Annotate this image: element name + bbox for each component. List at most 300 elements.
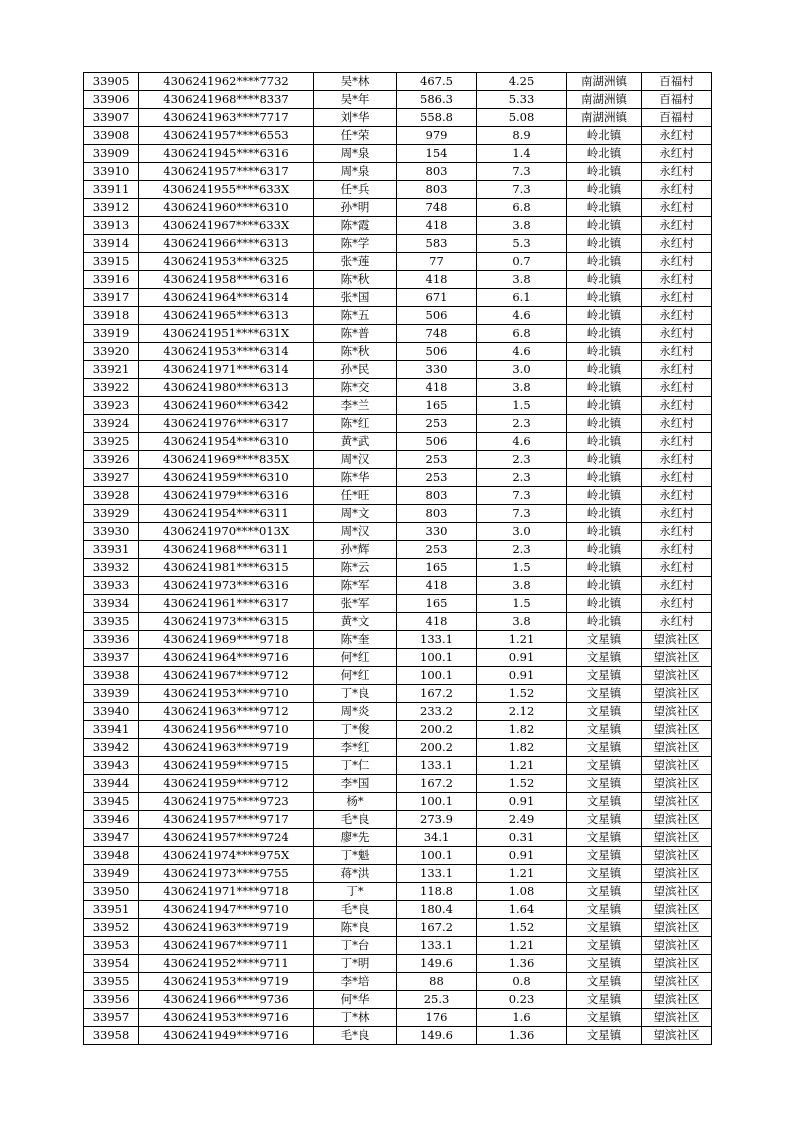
town-cell: 岭北镇 [567, 127, 642, 145]
amount-value-cell: 8.9 [477, 127, 567, 145]
area-value-cell: 88 [397, 973, 477, 991]
row-number-cell: 33907 [84, 109, 139, 127]
village-cell: 望滨社区 [642, 793, 712, 811]
amount-value-cell: 1.64 [477, 901, 567, 919]
id-number-cell: 4306241970****013X [139, 523, 314, 541]
village-cell: 望滨社区 [642, 829, 712, 847]
person-name-cell: 陈*霞 [314, 217, 397, 235]
row-number-cell: 33912 [84, 199, 139, 217]
person-name-cell: 李*培 [314, 973, 397, 991]
village-cell: 望滨社区 [642, 847, 712, 865]
id-number-cell: 4306241969****835X [139, 451, 314, 469]
row-number-cell: 33908 [84, 127, 139, 145]
row-number-cell: 33950 [84, 883, 139, 901]
table-row [84, 685, 712, 703]
table-row [84, 883, 712, 901]
village-cell: 永红村 [642, 613, 712, 631]
person-name-cell: 丁*台 [314, 937, 397, 955]
row-number-cell: 33937 [84, 649, 139, 667]
town-cell: 岭北镇 [567, 415, 642, 433]
person-name-cell: 陈*秋 [314, 343, 397, 361]
table-row [84, 235, 712, 253]
amount-value-cell: 1.5 [477, 397, 567, 415]
village-cell: 望滨社区 [642, 775, 712, 793]
amount-value-cell: 7.3 [477, 163, 567, 181]
row-number-cell: 33915 [84, 253, 139, 271]
town-cell: 岭北镇 [567, 397, 642, 415]
person-name-cell: 周*泉 [314, 163, 397, 181]
row-number-cell: 33942 [84, 739, 139, 757]
row-number-cell: 33917 [84, 289, 139, 307]
village-cell: 永红村 [642, 595, 712, 613]
area-value-cell: 167.2 [397, 775, 477, 793]
id-number-cell: 4306241963****9712 [139, 703, 314, 721]
village-cell: 永红村 [642, 127, 712, 145]
area-value-cell: 149.6 [397, 955, 477, 973]
town-cell: 文星镇 [567, 991, 642, 1009]
amount-value-cell: 2.49 [477, 811, 567, 829]
area-value-cell: 506 [397, 433, 477, 451]
id-number-cell: 4306241956****9710 [139, 721, 314, 739]
id-number-cell: 4306241957****9717 [139, 811, 314, 829]
table-row [84, 73, 712, 91]
village-cell: 永红村 [642, 541, 712, 559]
row-number-cell: 33935 [84, 613, 139, 631]
village-cell: 望滨社区 [642, 1009, 712, 1027]
person-name-cell: 陈*华 [314, 469, 397, 487]
id-number-cell: 4306241971****9718 [139, 883, 314, 901]
amount-value-cell: 1.52 [477, 919, 567, 937]
table-row [84, 379, 712, 397]
town-cell: 岭北镇 [567, 595, 642, 613]
amount-value-cell: 4.6 [477, 433, 567, 451]
id-number-cell: 4306241953****9716 [139, 1009, 314, 1027]
amount-value-cell: 0.91 [477, 649, 567, 667]
table-row [84, 145, 712, 163]
town-cell: 岭北镇 [567, 577, 642, 595]
row-number-cell: 33923 [84, 397, 139, 415]
person-name-cell: 陈*奎 [314, 631, 397, 649]
table-row [84, 595, 712, 613]
amount-value-cell: 3.8 [477, 217, 567, 235]
row-number-cell: 33938 [84, 667, 139, 685]
town-cell: 岭北镇 [567, 433, 642, 451]
village-cell: 永红村 [642, 289, 712, 307]
row-number-cell: 33941 [84, 721, 139, 739]
id-number-cell: 4306241963****9719 [139, 919, 314, 937]
row-number-cell: 33916 [84, 271, 139, 289]
id-number-cell: 4306241954****6311 [139, 505, 314, 523]
amount-value-cell: 1.36 [477, 955, 567, 973]
town-cell: 文星镇 [567, 793, 642, 811]
town-cell: 岭北镇 [567, 469, 642, 487]
area-value-cell: 583 [397, 235, 477, 253]
area-value-cell: 77 [397, 253, 477, 271]
table-row [84, 253, 712, 271]
village-cell: 永红村 [642, 379, 712, 397]
amount-value-cell: 1.21 [477, 757, 567, 775]
person-name-cell: 陈*红 [314, 415, 397, 433]
row-number-cell: 33928 [84, 487, 139, 505]
amount-value-cell: 0.7 [477, 253, 567, 271]
person-name-cell: 周*文 [314, 505, 397, 523]
id-number-cell: 4306241957****9724 [139, 829, 314, 847]
area-value-cell: 273.9 [397, 811, 477, 829]
amount-value-cell: 3.0 [477, 523, 567, 541]
row-number-cell: 33943 [84, 757, 139, 775]
table-row [84, 991, 712, 1009]
village-cell: 永红村 [642, 253, 712, 271]
town-cell: 岭北镇 [567, 253, 642, 271]
row-number-cell: 33921 [84, 361, 139, 379]
row-number-cell: 33953 [84, 937, 139, 955]
person-name-cell: 丁* [314, 883, 397, 901]
id-number-cell: 4306241953****9719 [139, 973, 314, 991]
person-name-cell: 陈*良 [314, 919, 397, 937]
id-number-cell: 4306241952****9711 [139, 955, 314, 973]
area-value-cell: 165 [397, 397, 477, 415]
village-cell: 百福村 [642, 73, 712, 91]
area-value-cell: 253 [397, 451, 477, 469]
data-table [83, 72, 712, 1045]
village-cell: 永红村 [642, 217, 712, 235]
person-name-cell: 丁*俊 [314, 721, 397, 739]
area-value-cell: 748 [397, 325, 477, 343]
village-cell: 望滨社区 [642, 739, 712, 757]
person-name-cell: 任*旺 [314, 487, 397, 505]
area-value-cell: 253 [397, 469, 477, 487]
id-number-cell: 4306241968****8337 [139, 91, 314, 109]
row-number-cell: 33958 [84, 1027, 139, 1045]
table-row [84, 451, 712, 469]
area-value-cell: 167.2 [397, 685, 477, 703]
person-name-cell: 任*荣 [314, 127, 397, 145]
town-cell: 岭北镇 [567, 145, 642, 163]
id-number-cell: 4306241953****6314 [139, 343, 314, 361]
table-row [84, 775, 712, 793]
town-cell: 岭北镇 [567, 325, 642, 343]
amount-value-cell: 6.8 [477, 325, 567, 343]
table-row [84, 541, 712, 559]
area-value-cell: 100.1 [397, 667, 477, 685]
person-name-cell: 孙*辉 [314, 541, 397, 559]
village-cell: 永红村 [642, 271, 712, 289]
village-cell: 永红村 [642, 505, 712, 523]
amount-value-cell: 1.82 [477, 739, 567, 757]
id-number-cell: 4306241955****633X [139, 181, 314, 199]
area-value-cell: 25.3 [397, 991, 477, 1009]
row-number-cell: 33934 [84, 595, 139, 613]
table-row [84, 739, 712, 757]
amount-value-cell: 2.3 [477, 415, 567, 433]
amount-value-cell: 0.31 [477, 829, 567, 847]
person-name-cell: 黄*武 [314, 433, 397, 451]
town-cell: 岭北镇 [567, 361, 642, 379]
area-value-cell: 200.2 [397, 739, 477, 757]
person-name-cell: 周*泉 [314, 145, 397, 163]
town-cell: 文星镇 [567, 739, 642, 757]
data-sheet [83, 72, 711, 1045]
area-value-cell: 233.2 [397, 703, 477, 721]
row-number-cell: 33931 [84, 541, 139, 559]
person-name-cell: 陈*学 [314, 235, 397, 253]
table-row [84, 613, 712, 631]
amount-value-cell: 7.3 [477, 505, 567, 523]
village-cell: 永红村 [642, 235, 712, 253]
town-cell: 岭北镇 [567, 613, 642, 631]
row-number-cell: 33925 [84, 433, 139, 451]
amount-value-cell: 0.91 [477, 847, 567, 865]
id-number-cell: 4306241981****6315 [139, 559, 314, 577]
table-row [84, 325, 712, 343]
person-name-cell: 蒋*洪 [314, 865, 397, 883]
amount-value-cell: 1.4 [477, 145, 567, 163]
id-number-cell: 4306241973****9755 [139, 865, 314, 883]
town-cell: 文星镇 [567, 901, 642, 919]
person-name-cell: 张*军 [314, 595, 397, 613]
village-cell: 永红村 [642, 199, 712, 217]
person-name-cell: 丁*明 [314, 955, 397, 973]
village-cell: 永红村 [642, 343, 712, 361]
table-row [84, 955, 712, 973]
person-name-cell: 李*兰 [314, 397, 397, 415]
town-cell: 岭北镇 [567, 523, 642, 541]
table-row [84, 901, 712, 919]
id-number-cell: 4306241967****9712 [139, 667, 314, 685]
town-cell: 岭北镇 [567, 379, 642, 397]
table-row [84, 217, 712, 235]
village-cell: 望滨社区 [642, 703, 712, 721]
town-cell: 文星镇 [567, 649, 642, 667]
town-cell: 文星镇 [567, 1027, 642, 1045]
village-cell: 永红村 [642, 397, 712, 415]
table-row [84, 865, 712, 883]
person-name-cell: 张*国 [314, 289, 397, 307]
village-cell: 望滨社区 [642, 955, 712, 973]
area-value-cell: 133.1 [397, 937, 477, 955]
area-value-cell: 418 [397, 613, 477, 631]
town-cell: 岭北镇 [567, 505, 642, 523]
row-number-cell: 33919 [84, 325, 139, 343]
person-name-cell: 孙*明 [314, 199, 397, 217]
person-name-cell: 陈*交 [314, 379, 397, 397]
id-number-cell: 4306241951****631X [139, 325, 314, 343]
amount-value-cell: 1.82 [477, 721, 567, 739]
village-cell: 永红村 [642, 577, 712, 595]
amount-value-cell: 2.3 [477, 469, 567, 487]
person-name-cell: 何*红 [314, 667, 397, 685]
town-cell: 南湖洲镇 [567, 109, 642, 127]
village-cell: 望滨社区 [642, 937, 712, 955]
area-value-cell: 149.6 [397, 1027, 477, 1045]
amount-value-cell: 2.12 [477, 703, 567, 721]
village-cell: 望滨社区 [642, 649, 712, 667]
amount-value-cell: 6.8 [477, 199, 567, 217]
amount-value-cell: 7.3 [477, 181, 567, 199]
table-row [84, 163, 712, 181]
row-number-cell: 33957 [84, 1009, 139, 1027]
id-number-cell: 4306241958****6316 [139, 271, 314, 289]
area-value-cell: 748 [397, 199, 477, 217]
town-cell: 文星镇 [567, 775, 642, 793]
area-value-cell: 200.2 [397, 721, 477, 739]
person-name-cell: 丁*魁 [314, 847, 397, 865]
town-cell: 岭北镇 [567, 235, 642, 253]
row-number-cell: 33939 [84, 685, 139, 703]
amount-value-cell: 0.8 [477, 973, 567, 991]
area-value-cell: 467.5 [397, 73, 477, 91]
id-number-cell: 4306241957****6553 [139, 127, 314, 145]
row-number-cell: 33944 [84, 775, 139, 793]
village-cell: 永红村 [642, 559, 712, 577]
row-number-cell: 33936 [84, 631, 139, 649]
table-row [84, 109, 712, 127]
row-number-cell: 33905 [84, 73, 139, 91]
village-cell: 永红村 [642, 361, 712, 379]
row-number-cell: 33946 [84, 811, 139, 829]
town-cell: 文星镇 [567, 811, 642, 829]
row-number-cell: 33951 [84, 901, 139, 919]
id-number-cell: 4306241964****9716 [139, 649, 314, 667]
table-row [84, 811, 712, 829]
area-value-cell: 165 [397, 595, 477, 613]
table-row [84, 523, 712, 541]
row-number-cell: 33956 [84, 991, 139, 1009]
row-number-cell: 33948 [84, 847, 139, 865]
amount-value-cell: 1.52 [477, 685, 567, 703]
row-number-cell: 33945 [84, 793, 139, 811]
area-value-cell: 330 [397, 523, 477, 541]
id-number-cell: 4306241964****6314 [139, 289, 314, 307]
village-cell: 望滨社区 [642, 865, 712, 883]
person-name-cell: 杨* [314, 793, 397, 811]
village-cell: 望滨社区 [642, 721, 712, 739]
id-number-cell: 4306241974****975X [139, 847, 314, 865]
table-row [84, 361, 712, 379]
amount-value-cell: 3.8 [477, 379, 567, 397]
person-name-cell: 周*汉 [314, 451, 397, 469]
town-cell: 文星镇 [567, 937, 642, 955]
row-number-cell: 33952 [84, 919, 139, 937]
table-row [84, 433, 712, 451]
area-value-cell: 586.3 [397, 91, 477, 109]
amount-value-cell: 3.8 [477, 577, 567, 595]
town-cell: 文星镇 [567, 631, 642, 649]
amount-value-cell: 5.08 [477, 109, 567, 127]
amount-value-cell: 0.23 [477, 991, 567, 1009]
town-cell: 岭北镇 [567, 271, 642, 289]
area-value-cell: 330 [397, 361, 477, 379]
row-number-cell: 33909 [84, 145, 139, 163]
row-number-cell: 33949 [84, 865, 139, 883]
village-cell: 永红村 [642, 469, 712, 487]
id-number-cell: 4306241980****6313 [139, 379, 314, 397]
person-name-cell: 廖*先 [314, 829, 397, 847]
person-name-cell: 何*华 [314, 991, 397, 1009]
village-cell: 望滨社区 [642, 973, 712, 991]
id-number-cell: 4306241971****6314 [139, 361, 314, 379]
row-number-cell: 33955 [84, 973, 139, 991]
village-cell: 望滨社区 [642, 631, 712, 649]
area-value-cell: 100.1 [397, 793, 477, 811]
id-number-cell: 4306241959****9715 [139, 757, 314, 775]
village-cell: 永红村 [642, 181, 712, 199]
table-body [84, 73, 712, 1045]
table-row [84, 343, 712, 361]
village-cell: 望滨社区 [642, 901, 712, 919]
row-number-cell: 33954 [84, 955, 139, 973]
person-name-cell: 周*炎 [314, 703, 397, 721]
village-cell: 望滨社区 [642, 757, 712, 775]
town-cell: 岭北镇 [567, 307, 642, 325]
area-value-cell: 118.8 [397, 883, 477, 901]
row-number-cell: 33940 [84, 703, 139, 721]
table-row [84, 559, 712, 577]
area-value-cell: 133.1 [397, 757, 477, 775]
town-cell: 岭北镇 [567, 181, 642, 199]
id-number-cell: 4306241973****6315 [139, 613, 314, 631]
id-number-cell: 4306241953****9710 [139, 685, 314, 703]
village-cell: 永红村 [642, 523, 712, 541]
amount-value-cell: 4.6 [477, 307, 567, 325]
person-name-cell: 毛*良 [314, 901, 397, 919]
village-cell: 望滨社区 [642, 1027, 712, 1045]
amount-value-cell: 3.0 [477, 361, 567, 379]
amount-value-cell: 7.3 [477, 487, 567, 505]
table-row [84, 703, 712, 721]
amount-value-cell: 2.3 [477, 541, 567, 559]
amount-value-cell: 4.25 [477, 73, 567, 91]
row-number-cell: 33924 [84, 415, 139, 433]
village-cell: 永红村 [642, 325, 712, 343]
person-name-cell: 任*兵 [314, 181, 397, 199]
person-name-cell: 陈*普 [314, 325, 397, 343]
area-value-cell: 803 [397, 505, 477, 523]
village-cell: 永红村 [642, 415, 712, 433]
area-value-cell: 253 [397, 541, 477, 559]
town-cell: 岭北镇 [567, 163, 642, 181]
area-value-cell: 671 [397, 289, 477, 307]
amount-value-cell: 0.91 [477, 667, 567, 685]
row-number-cell: 33926 [84, 451, 139, 469]
amount-value-cell: 0.91 [477, 793, 567, 811]
row-number-cell: 33933 [84, 577, 139, 595]
row-number-cell: 33910 [84, 163, 139, 181]
row-number-cell: 33918 [84, 307, 139, 325]
id-number-cell: 4306241963****9719 [139, 739, 314, 757]
person-name-cell: 孙*民 [314, 361, 397, 379]
id-number-cell: 4306241959****6310 [139, 469, 314, 487]
person-name-cell: 陈*五 [314, 307, 397, 325]
person-name-cell: 吴*林 [314, 73, 397, 91]
area-value-cell: 506 [397, 307, 477, 325]
person-name-cell: 陈*云 [314, 559, 397, 577]
town-cell: 文星镇 [567, 703, 642, 721]
table-row [84, 973, 712, 991]
row-number-cell: 33947 [84, 829, 139, 847]
amount-value-cell: 5.3 [477, 235, 567, 253]
town-cell: 文星镇 [567, 829, 642, 847]
id-number-cell: 4306241969****9718 [139, 631, 314, 649]
table-row [84, 415, 712, 433]
person-name-cell: 陈*秋 [314, 271, 397, 289]
row-number-cell: 33913 [84, 217, 139, 235]
village-cell: 望滨社区 [642, 919, 712, 937]
town-cell: 文星镇 [567, 721, 642, 739]
row-number-cell: 33911 [84, 181, 139, 199]
town-cell: 文星镇 [567, 1009, 642, 1027]
area-value-cell: 418 [397, 379, 477, 397]
